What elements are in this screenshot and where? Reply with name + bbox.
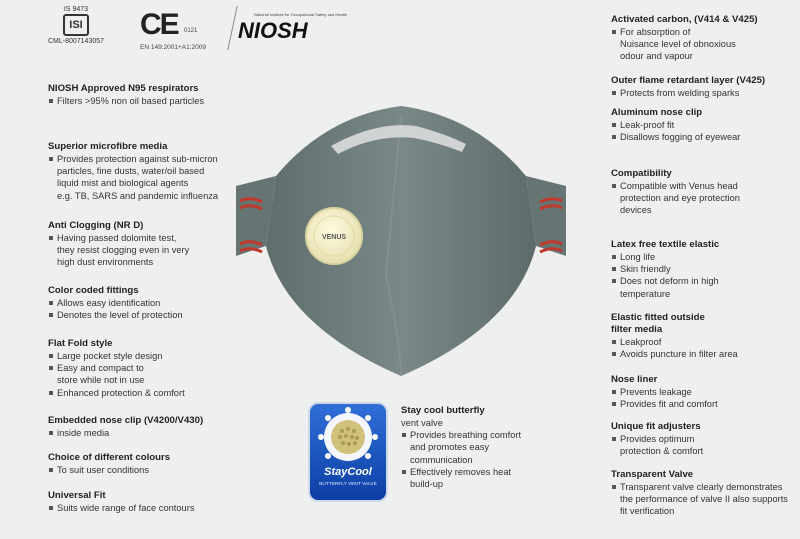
feature-text: Disallows fogging of eyewear: [620, 132, 741, 143]
section-title: Compatibility: [611, 168, 672, 179]
feature-text: protection and eye protection: [620, 193, 740, 204]
left-section: [48, 83, 258, 107]
section-feature-list: [611, 119, 800, 143]
feature-text: protection & comfort: [620, 446, 704, 457]
feature-text: Enhanced protection & comfort: [57, 387, 185, 398]
feature-text: they resist clogging even in very: [57, 245, 190, 256]
niosh-tagline: National Institute for Occupational Safety and Health: [254, 12, 347, 17]
feature-item: [611, 26, 800, 63]
feature-text: store while not in use: [57, 375, 145, 386]
valve-section-title: Stay cool butterfly: [401, 405, 485, 416]
respirator-mask-illustration: [236, 96, 566, 396]
right-section: [611, 75, 800, 99]
feature-text: Provides protection against sub-micron: [57, 154, 218, 164]
ce-mark-icon: CE: [140, 8, 178, 41]
feature-item: [48, 502, 258, 514]
feature-item: [48, 95, 258, 107]
isi-cml-number: CML-8007143057: [47, 38, 105, 45]
section-title: Nose liner: [611, 374, 658, 385]
right-section: [611, 14, 800, 63]
ce-certification: [140, 10, 230, 51]
isi-mark-icon: ISI: [63, 14, 89, 36]
mask-svg: [236, 96, 566, 396]
left-section: [48, 415, 258, 439]
feature-text: Denotes the level of protection: [57, 310, 183, 321]
section-title: Color coded fittings: [48, 285, 139, 296]
section-feature-list: [611, 251, 800, 300]
feature-item: [48, 350, 258, 362]
feature-item: [611, 336, 800, 348]
feature-text: Filters >95% non oil based particles: [57, 96, 205, 106]
feature-text: Provides fit and comfort: [620, 399, 718, 410]
section-title: Unique fit adjusters: [611, 421, 701, 432]
section-feature-list: [611, 336, 800, 360]
left-section: [48, 141, 258, 202]
feature-text: the performance of valve II also supports: [620, 494, 788, 505]
feature-text: fit verification: [620, 506, 675, 517]
feature-text: Skin friendly: [620, 264, 671, 275]
feature-text: high dust environments: [57, 257, 154, 268]
feature-item: [48, 427, 258, 439]
feature-text: e.g. TB, SARS and pandemic influenza: [57, 190, 219, 201]
right-section: [611, 312, 800, 360]
feature-item: [611, 87, 800, 99]
feature-text: Avoids puncture in filter area: [620, 349, 738, 360]
feature-item: [611, 348, 800, 360]
feature-text: build-up: [410, 479, 444, 490]
isi-certification: [46, 6, 106, 45]
feature-text: Allows easy identification: [57, 298, 161, 308]
feature-item: [611, 251, 800, 263]
feature-text: and promotes easy: [410, 442, 490, 453]
staycool-badge: [310, 404, 386, 500]
feature-text: To suit user conditions: [57, 465, 149, 475]
feature-text: Effectively removes heat: [410, 466, 512, 477]
section-feature-list: [611, 386, 800, 410]
feature-item: [611, 275, 800, 299]
section-feature-list: [611, 26, 800, 63]
feature-text: particles, fine dusts, water/oil based: [57, 166, 205, 177]
feature-text: Does not deform in high: [620, 276, 719, 287]
ce-notified-body: 0121: [184, 28, 198, 34]
section-feature-list: [48, 297, 258, 321]
feature-text: odour and vapour: [620, 51, 693, 62]
section-title: Flat Fold style: [48, 338, 113, 349]
feature-text: Nuisance level of obnoxious: [620, 39, 736, 50]
en-standard: EN 149:2001+A1:2009: [140, 44, 206, 51]
feature-text: Large pocket style design: [57, 351, 163, 361]
feature-item: [611, 131, 800, 143]
section-title: Embedded nose clip (V4200/V430): [48, 415, 204, 426]
feature-item: [611, 180, 800, 217]
feature-item: [611, 433, 800, 457]
feature-item: [48, 232, 258, 269]
section-title: Latex free textile elastic: [611, 239, 720, 250]
feature-text: Provides breathing comfort: [410, 430, 522, 441]
section-title: Choice of different colours: [48, 452, 171, 463]
valve-feature-section: [401, 405, 581, 490]
section-feature-list: [48, 153, 258, 202]
section-title: Elastic fitted outside filter media: [611, 312, 705, 335]
feature-item: [401, 429, 581, 466]
feature-item: [48, 362, 258, 386]
section-title: Aluminum nose clip: [611, 107, 703, 118]
section-title: Universal Fit: [48, 490, 106, 501]
butterfly-valve-icon: [310, 404, 386, 466]
feature-item: [611, 481, 800, 518]
section-feature-list: [611, 481, 800, 518]
feature-text: temperature: [620, 288, 671, 299]
section-title: Superior microfibre media: [48, 141, 168, 152]
feature-item: [48, 297, 258, 309]
right-section: [611, 239, 800, 300]
feature-item: [611, 263, 800, 275]
section-feature-list: [48, 95, 258, 107]
feature-text: inside media: [57, 428, 110, 438]
valve-feature-list: [401, 429, 581, 490]
left-section: [48, 452, 258, 476]
feature-text: Leakproof: [620, 337, 662, 347]
right-section: [611, 107, 800, 143]
feature-text: Transparent valve clearly demonstrates: [620, 482, 783, 492]
section-feature-list: [48, 350, 258, 399]
right-section: [611, 469, 800, 518]
section-feature-list: [611, 180, 800, 217]
section-title: Transparent Valve: [611, 469, 694, 480]
niosh-logo: [238, 12, 347, 44]
section-feature-list: [48, 427, 258, 439]
feature-item: [48, 464, 258, 476]
valve-brand: VENUS: [321, 234, 347, 241]
right-section: [611, 421, 800, 457]
feature-text: Compatible with Venus head: [620, 181, 738, 191]
feature-text: liquid mist and biological agents: [57, 178, 189, 189]
feature-text: Having passed dolomite test,: [57, 233, 177, 243]
section-feature-list: [48, 232, 258, 269]
section-feature-list: [611, 87, 800, 99]
feature-text: Protects from welding sparks: [620, 88, 740, 98]
section-feature-list: [611, 433, 800, 457]
right-section: [611, 374, 800, 410]
staycool-title: StayCool: [324, 466, 372, 478]
feature-item: [48, 153, 258, 202]
left-section: [48, 490, 258, 514]
feature-text: Leak-proof fit: [620, 120, 675, 130]
right-section: [611, 168, 800, 217]
feature-item: [48, 387, 258, 399]
section-title: NIOSH Approved N95 respirators: [48, 83, 199, 94]
feature-text: devices: [620, 205, 652, 216]
staycool-subtitle: BUTTERFLY VENT VALVE: [319, 482, 377, 487]
feature-text: communication: [410, 454, 473, 465]
section-feature-list: [48, 464, 258, 476]
left-section: [48, 220, 258, 269]
feature-text: Suits wide range of face contours: [57, 503, 195, 513]
isi-standard: IS 9473: [63, 6, 89, 13]
niosh-logo-text: NIOSH: [238, 18, 308, 43]
feature-item: [611, 398, 800, 410]
feature-text: Prevents leakage: [620, 387, 692, 397]
certification-bar: [40, 6, 347, 58]
feature-text: Easy and compact to: [57, 363, 144, 374]
valve-section-subtitle: vent valve: [401, 418, 443, 428]
section-feature-list: [48, 502, 258, 514]
feature-item: [401, 466, 581, 490]
left-section: [48, 338, 258, 399]
feature-item: [611, 386, 800, 398]
feature-item: [48, 309, 258, 321]
feature-text: For absorption of: [620, 27, 691, 37]
feature-item: [611, 119, 800, 131]
feature-text: Provides optimum: [620, 434, 695, 444]
feature-text: Long life: [620, 252, 656, 262]
section-title: Outer flame retardant layer (V425): [611, 75, 766, 86]
section-title: Activated carbon, (V414 & V425): [611, 14, 758, 25]
left-section: [48, 285, 258, 321]
section-title: Anti Clogging (NR D): [48, 220, 144, 231]
